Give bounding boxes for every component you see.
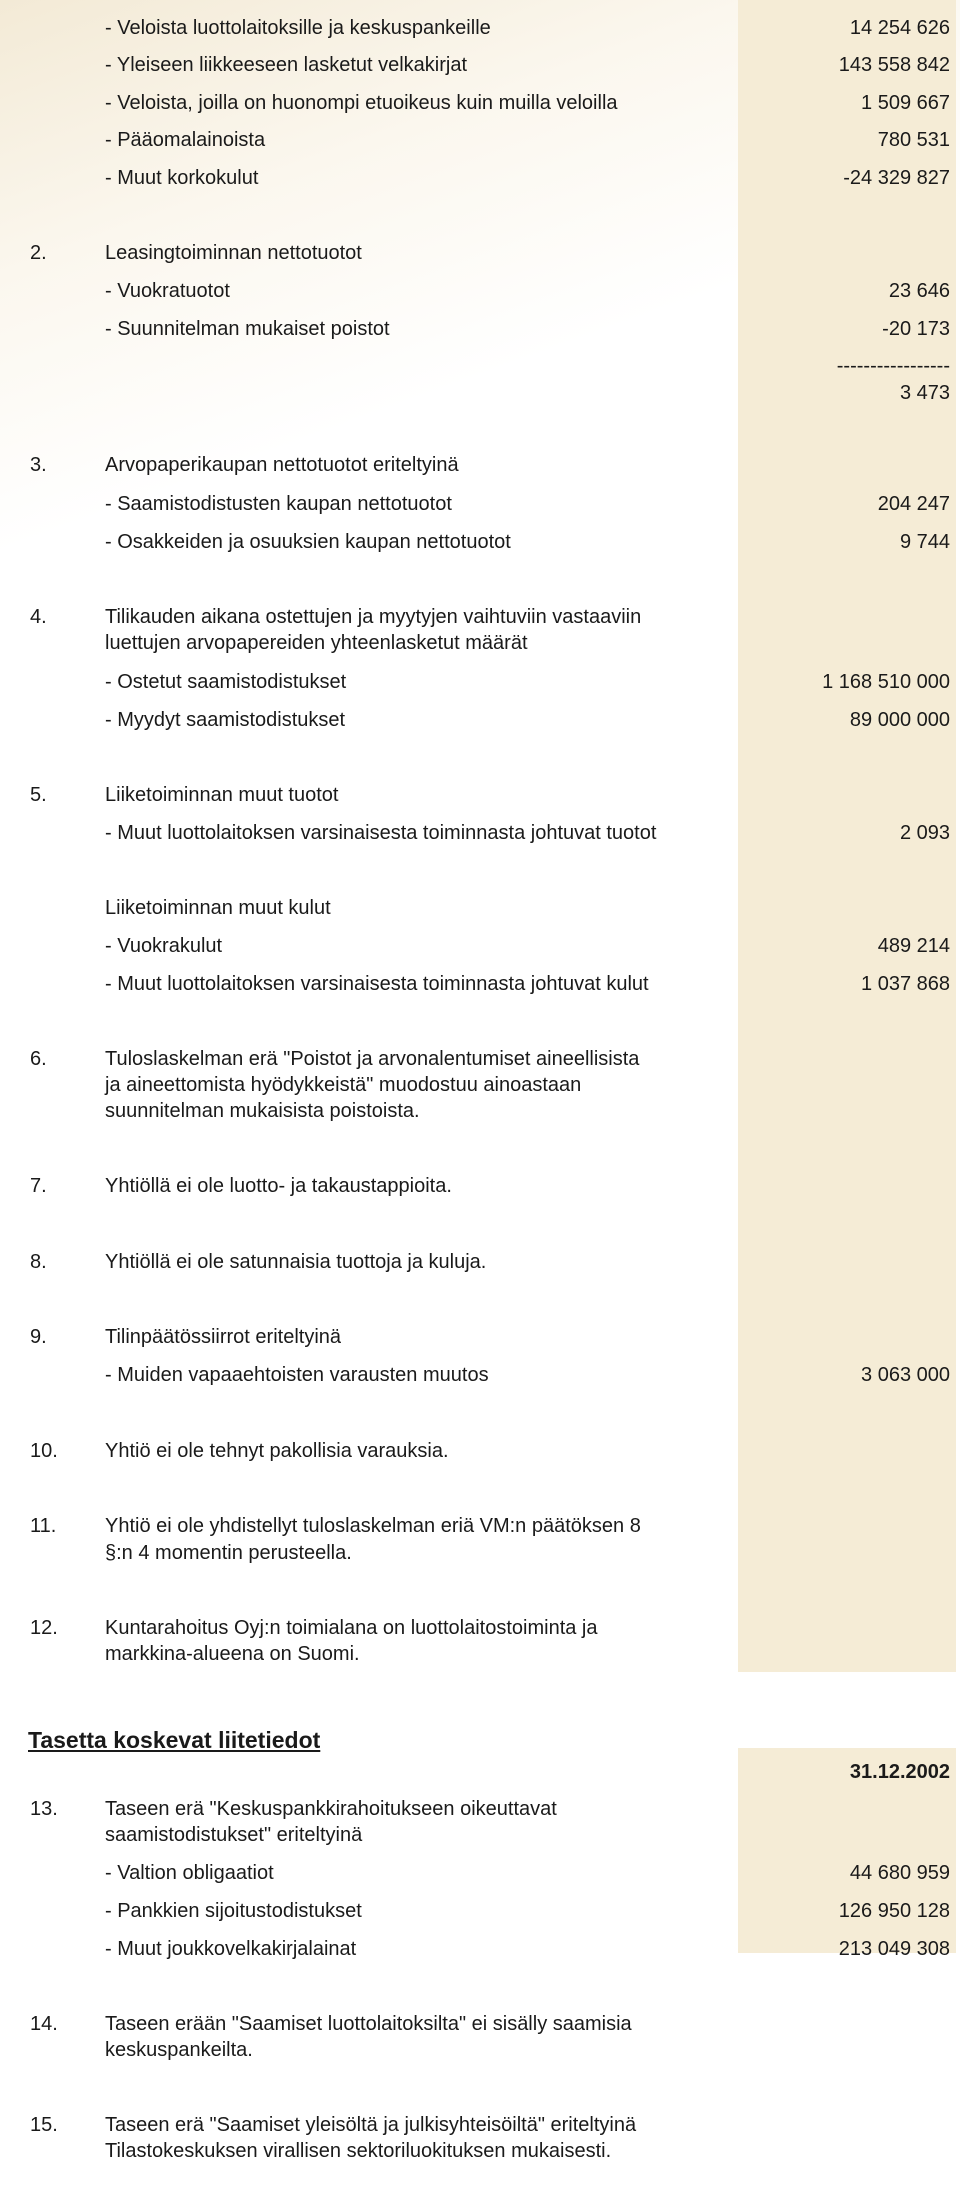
row-value: 3 063 000 (861, 1364, 950, 1386)
row-label: - Pääomalainoista (105, 129, 266, 151)
row-value: 204 247 (877, 493, 950, 515)
row-label: - Muut korkokulut (105, 167, 259, 189)
note-text-line: keskuspankeilta. (105, 2039, 253, 2061)
note-text-line: markkina-alueena on Suomi. (105, 1643, 360, 1665)
note-text-line: Yhtiöllä ei ole luotto- ja takaustappioita. (105, 1175, 452, 1197)
row-value: 126 950 128 (838, 1900, 950, 1922)
row-label: - Myydyt saamistodistukset (105, 709, 346, 731)
note-number: 14. (30, 2013, 58, 2035)
row-value: 9 744 (899, 531, 950, 553)
row-label: - Veloista, joilla on huonompi etuoikeus kuin muilla veloilla (105, 92, 618, 114)
note-title-line: luettujen arvopapereiden yhteenlasketut määrät (105, 632, 528, 654)
row-value: 1 509 667 (861, 92, 950, 114)
row-label: - Suunnitelman mukaiset poistot (105, 318, 390, 340)
note-text-line: Tilastokeskuksen virallisen sektoriluokituksen mukaisesti. (105, 2140, 612, 2162)
row-label: - Muut joukkovelkakirjalainat (105, 1938, 357, 1960)
row-value: 14 254 626 (849, 17, 950, 39)
note-number: 11. (30, 1515, 57, 1537)
row-label: - Valtion obligaatiot (105, 1862, 274, 1884)
note-number: 2. (30, 242, 47, 264)
note-text-line: Yhtiö ei ole tehnyt pakollisia varauksia. (105, 1440, 449, 1462)
row-label: - Vuokrakulut (105, 935, 223, 957)
note-title: Leasingtoiminnan nettotuotot (105, 242, 362, 264)
note-text-line: §:n 4 momentin perusteella. (105, 1542, 352, 1564)
note-number: 10. (30, 1440, 58, 1462)
row-label: - Osakkeiden ja osuuksien kaupan nettotuotot (105, 531, 511, 553)
total-divider: ----------------- (836, 355, 950, 377)
note-text-line: Tuloslaskelman erä "Poistot ja arvonalentumiset aineellisista (105, 1048, 640, 1070)
row-value: 89 000 000 (849, 709, 950, 731)
note-text-line: suunnitelman mukaisista poistoista. (105, 1100, 420, 1122)
row-value: 489 214 (877, 935, 950, 957)
row-label: - Muiden vapaaehtoisten varausten muutos (105, 1364, 489, 1386)
note-number: 12. (30, 1617, 58, 1639)
note-text-line: Kuntarahoitus Oyj:n toimialana on luottolaitostoiminta ja (105, 1617, 598, 1639)
note-number: 15. (30, 2114, 58, 2136)
note-text-line: ja aineettomista hyödykkeistä" muodostuu ainoastaan (105, 1074, 582, 1096)
row-value: 143 558 842 (838, 54, 950, 76)
note-text-line: Yhtiö ei ole yhdistellyt tuloslaskelman eriä VM:n päätöksen 8 (105, 1515, 641, 1537)
row-total: 3 473 (899, 382, 950, 404)
note-number: 4. (30, 606, 47, 628)
subsection-title: Liiketoiminnan muut kulut (105, 897, 331, 919)
row-label: - Muut luottolaitoksen varsinaisesta toiminnasta johtuvat tuotot (105, 822, 657, 844)
column-date: 31.12.2002 (849, 1761, 950, 1783)
note-title: Arvopaperikaupan nettotuotot eriteltyinä (105, 454, 459, 476)
row-label: - Ostetut saamistodistukset (105, 671, 347, 693)
note-number: 3. (30, 454, 47, 476)
note-number: 8. (30, 1251, 47, 1273)
note-number: 6. (30, 1048, 47, 1070)
row-label: - Pankkien sijoitustodistukset (105, 1900, 362, 1922)
row-label: - Muut luottolaitoksen varsinaisesta toiminnasta johtuvat kulut (105, 973, 649, 995)
section-heading: Tasetta koskevat liitetiedot (28, 1727, 321, 1753)
note-number: 9. (30, 1326, 47, 1348)
row-value: 23 646 (888, 280, 950, 302)
row-label: - Saamistodistusten kaupan nettotuotot (105, 493, 452, 515)
row-value: 780 531 (877, 129, 950, 151)
note-text-line: Taseen erä "Saamiset yleisöltä ja julkisyhteisöiltä" eriteltyinä (105, 2114, 637, 2136)
row-value: -24 329 827 (843, 167, 950, 189)
note-title: Liiketoiminnan muut tuotot (105, 784, 339, 806)
note-title-line: saamistodistukset" eriteltyinä (105, 1824, 363, 1846)
note-text-line: Taseen erään "Saamiset luottolaitoksilta" ei sisälly saamisia (105, 2013, 632, 2035)
note-number: 7. (30, 1175, 47, 1197)
row-value: -20 173 (882, 318, 950, 340)
note-title-line: Tilikauden aikana ostettujen ja myytyjen vaihtuviin vastaaviin (105, 606, 642, 628)
note-number: 5. (30, 784, 47, 806)
row-label: - Veloista luottolaitoksille ja keskuspankeille (105, 17, 491, 39)
row-value: 1 168 510 000 (822, 671, 950, 693)
note-title-line: Taseen erä "Keskuspankkirahoitukseen oikeuttavat (105, 1798, 557, 1820)
row-value: 44 680 959 (849, 1862, 950, 1884)
row-label: - Vuokratuotot (105, 280, 230, 302)
row-value: 2 093 (899, 822, 950, 844)
row-value: 213 049 308 (838, 1938, 950, 1960)
row-value: 1 037 868 (861, 973, 950, 995)
note-number: 13. (30, 1798, 58, 1820)
note-title: Tilinpäätössiirrot eriteltyinä (105, 1326, 342, 1348)
note-text-line: Yhtiöllä ei ole satunnaisia tuottoja ja kuluja. (105, 1251, 487, 1273)
row-label: - Yleiseen liikkeeseen lasketut velkakirjat (105, 54, 468, 76)
